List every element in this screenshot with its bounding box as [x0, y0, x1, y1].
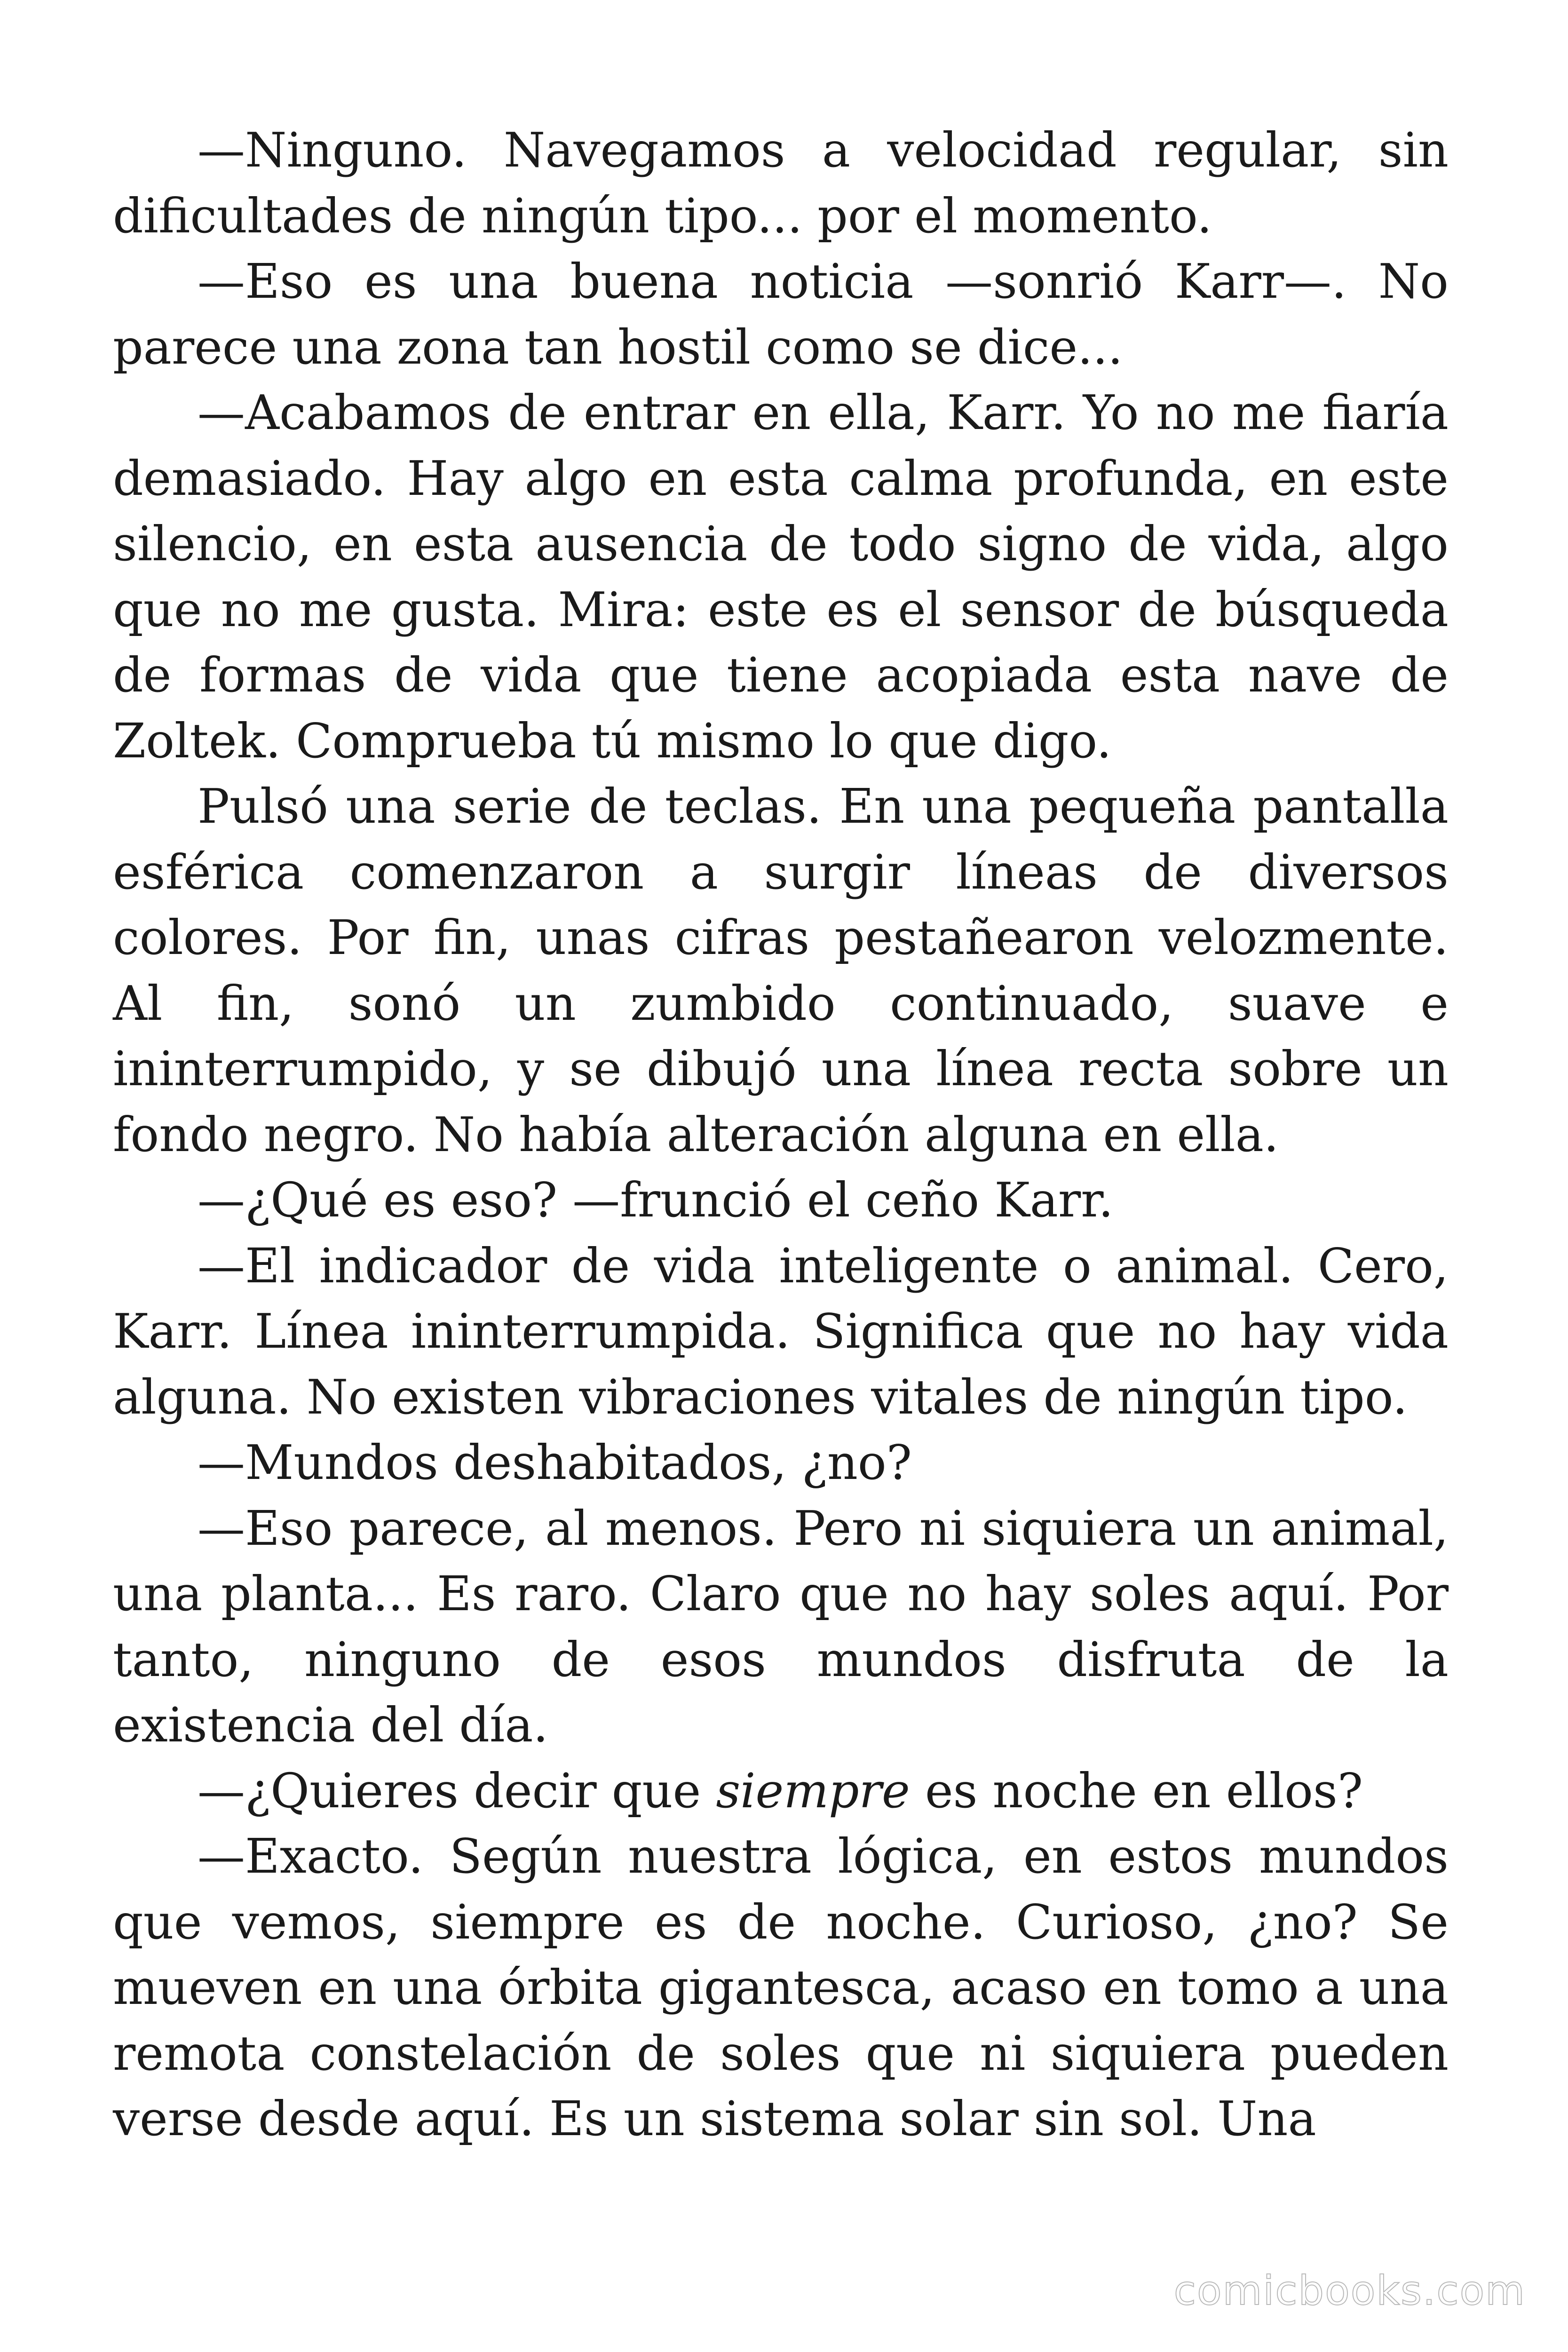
paragraph-4: Pulsó una serie de teclas. En una pequeña pantalla esférica comenzaron a surgir líneas de diversos colores. Por fin, unas cifras pestañearon velozmente. Al fin, sonó un zumbido continuado, suave e ininterrumpido, y se dibujó una línea recta sobre un fondo negro. No había alteración alguna en ella. [113, 779, 1449, 1162]
paragraph-5: —¿Qué es eso? —frunció el ceño Karr. [198, 1172, 1114, 1228]
paragraph-9-emphasis: siempre [716, 1763, 910, 1819]
paragraph-3: —Acabamos de entrar en ella, Karr. Yo no me fiaría demasiado. Hay algo en esta calma profunda, en este silencio, en esta ausencia de todo signo de vida, algo que no me gusta. Mira: este es el sensor de búsqueda de formas de vida que tiene acopiada esta nave de Zoltek. Comprueba tú mismo lo que digo. [113, 385, 1449, 769]
paragraph-1: —Ninguno. Navegamos a velocidad regular, sin dificultades de ningún tipo... por el momento. [113, 122, 1449, 244]
paragraph-9 [113, 1758, 1449, 1824]
watermark-logo: comicbooks.com [1173, 2267, 1526, 2314]
paragraph-6: —El indicador de vida inteligente o animal. Cero, Karr. Línea ininterrumpida. Significa que no hay vida alguna. No existen vibraciones vitales de ningún tipo. [113, 1238, 1449, 1425]
paragraph-7: —Mundos deshabitados, ¿no? [198, 1435, 912, 1490]
paragraph-10: —Exacto. Según nuestra lógica, en estos mundos que vemos, siempre es de noche. Curioso, ¿no? Se mueven en una órbita gigantesca, acaso en tomo a una remota constelación de soles que ni siquiera pueden verse desde aquí. Es un sistema solar sin sol. Una [113, 1828, 1449, 2146]
paragraph-8: —Eso parece, al menos. Pero ni siquiera un animal, una planta... Es raro. Claro que no hay soles aquí. Por tanto, ninguno de esos mundos disfruta de la existencia del día. [113, 1500, 1449, 1753]
paragraph-9-end: es noche en ellos? [910, 1763, 1363, 1819]
paragraph-2: —Eso es una buena noticia —sonrió Karr—. No parece una zona tan hostil como se dice... [113, 254, 1449, 375]
paragraph-9-start: —¿Quieres decir que [198, 1763, 716, 1819]
book-page-text [113, 118, 1449, 2152]
